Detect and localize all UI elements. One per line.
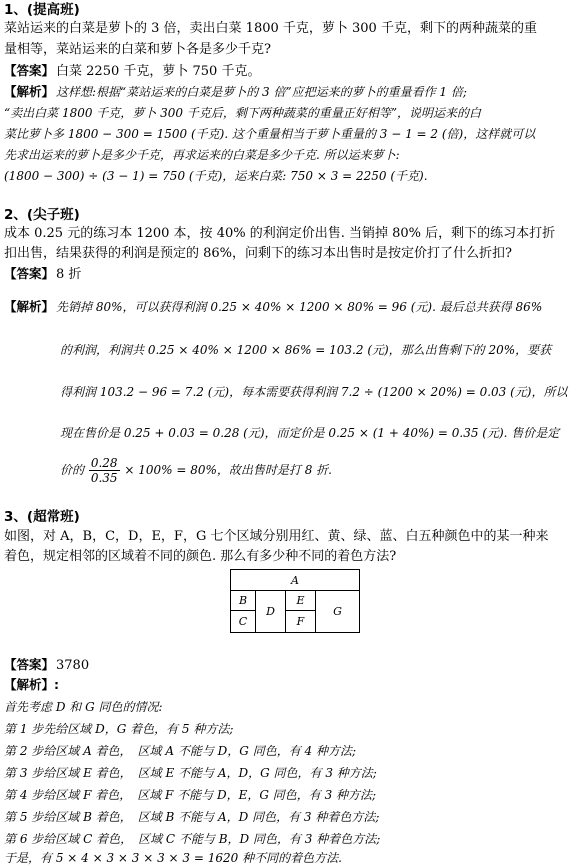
region-g: G — [333, 605, 342, 618]
problem-1-explain-line-4: 先求出运来的萝卜是多少千克，再求运来的白菜是多少千克. 所以运来萝卜: — [4, 148, 400, 162]
problem-2-question-line-2: 扣出售，结果获得的利润是预定的 86%，问剩下的练习本出售时是按定价打了什么折扣? — [4, 246, 512, 261]
answer-label: 【答案】 — [4, 63, 55, 78]
problem-3-step-5: 第 5 步给区域 B 着色， 区域 B 不能与 A，D 同色，有 3 种着色方法; — [4, 810, 380, 824]
problem-1-explain-line-3: 菜比萝卜多 1800 − 300 = 1500 (千克). 这个重量相当于萝卜重量的 3 − 1 = 2 (倍)，这样就可以 — [4, 127, 536, 141]
explain-text: 先销掉 80%，可以获得利润 0.25 × 40% × 1200 × 80% = 96 (元). 最后总共获得 86% — [56, 300, 543, 314]
region-e: E — [286, 591, 316, 611]
answer-text: 8 折 — [56, 267, 82, 282]
answer-text: 3780 — [56, 658, 90, 673]
problem-3-answer — [4, 655, 89, 676]
fraction-denominator: 0.35 — [90, 471, 118, 485]
fraction — [89, 456, 120, 485]
problem-2-explain-line-3: 得利润 103.2 − 96 = 7.2 (元)，每本需要获得利润 7.2 ÷ (1200 × 20%) = 0.03 (元)，所以 — [60, 385, 568, 399]
problem-1-question-line-2: 量相等，菜站运来的白菜和萝卜各是多少千克? — [4, 42, 271, 57]
region-a: A — [231, 570, 359, 591]
problem-2-explain-line-4: 现在售价是 0.25 + 0.03 = 0.28 (元)，而定价是 0.25 × (1 + 40%) = 0.35 (元). 售价是定 — [60, 426, 560, 440]
explain-label: 【解析】: — [4, 677, 59, 692]
explain-text: 这样想:根据“菜站运来的白菜是萝卜的 3 倍”应把运来的萝卜的重量看作 1 倍; — [56, 85, 467, 99]
region-diagram — [230, 569, 360, 633]
problem-1-question-line-1: 菜站运来的白菜是萝卜的 3 倍，卖出白菜 1800 千克，萝卜 300 千克，剩下的两种蔬菜的重 — [4, 21, 537, 36]
problem-2-question-line-1: 成本 0.25 元的练习本 1200 本，按 40% 的利润定价出售. 当销掉 80% 后，剩下的练习本打折 — [4, 226, 556, 241]
region-b: B — [231, 591, 256, 611]
problem-3-step-6: 第 6 步给区域 C 着色， 区域 C 不能与 B，D 同色，有 3 种着色方法; — [4, 832, 381, 846]
problem-3-step-4: 第 4 步给区域 F 着色， 区域 F 不能与 D，E，G 同色，有 3 种方法; — [4, 788, 377, 802]
problem-2-explain-line-1 — [4, 297, 542, 317]
problem-3-question-line-2: 着色，规定相邻的区域着不同的颜色. 那么有多少种不同的着色方法? — [4, 549, 397, 564]
problem-2-explain-line-2: 的利润，利润共 0.25 × 40% × 1200 × 86% = 103.2 (元)，那么出售剩下的 20%，要获 — [60, 343, 552, 357]
region-c: C — [231, 611, 256, 632]
problem-3-step-2: 第 2 步给区域 A 着色， 区域 A 不能与 D，G 同色，有 4 种方法; — [4, 744, 356, 758]
problem-2-answer — [4, 264, 81, 285]
problem-3-step-0: 首先考虑 D 和 G 同色的情况: — [4, 700, 163, 714]
problem-1-explain-line-2: “卖出白菜 1800 千克，萝卜 300 千克后，剩下两种蔬菜的重量正好相等”，说明运来的白 — [4, 106, 481, 120]
problem-1-answer — [4, 61, 260, 82]
problem-3-explain-label — [4, 675, 61, 696]
region-d: D — [256, 591, 286, 632]
problem-1-explain-line-5: (1800 − 300) ÷ (3 − 1) = 750 (千克)，运来白菜: 750 × 3 = 2250 (千克). — [4, 169, 428, 183]
explain-label: 【解析】 — [4, 299, 55, 314]
problem-3-step-1: 第 1 步先给区域 D，G 着色，有 5 种方法; — [4, 722, 234, 736]
problem-3-heading: 3、(超常班) — [4, 509, 80, 525]
problem-1-explain-line-1 — [4, 82, 467, 102]
region-f: F — [286, 611, 316, 632]
problem-2-explain-line-5 — [60, 456, 332, 485]
explain-suffix: × 100% = 80%，故出售时是打 8 折. — [124, 463, 333, 477]
explain-label: 【解析】 — [4, 84, 55, 99]
answer-label: 【答案】 — [4, 266, 55, 281]
problem-3-conclusion: 于是，有 5 × 4 × 3 × 3 × 3 × 3 = 1620 种不同的着色方法. — [4, 851, 342, 865]
problem-3-step-3: 第 3 步给区域 E 着色， 区域 E 不能与 A，D，G 同色，有 3 种方法; — [4, 766, 377, 780]
problem-1-heading: 1、(提高班) — [4, 2, 80, 18]
explain-prefix: 价的 — [60, 463, 85, 477]
answer-text: 白菜 2250 千克，萝卜 750 千克。 — [56, 64, 261, 79]
answer-label: 【答案】 — [4, 657, 55, 672]
fraction-numerator: 0.28 — [90, 456, 118, 470]
problem-2-heading: 2、(尖子班) — [4, 207, 80, 223]
problem-3-question-line-1: 如图，对 A，B，C，D，E，F，G 七个区域分别用红、黄、绿、蓝、白五种颜色中的某一种来 — [4, 529, 549, 544]
